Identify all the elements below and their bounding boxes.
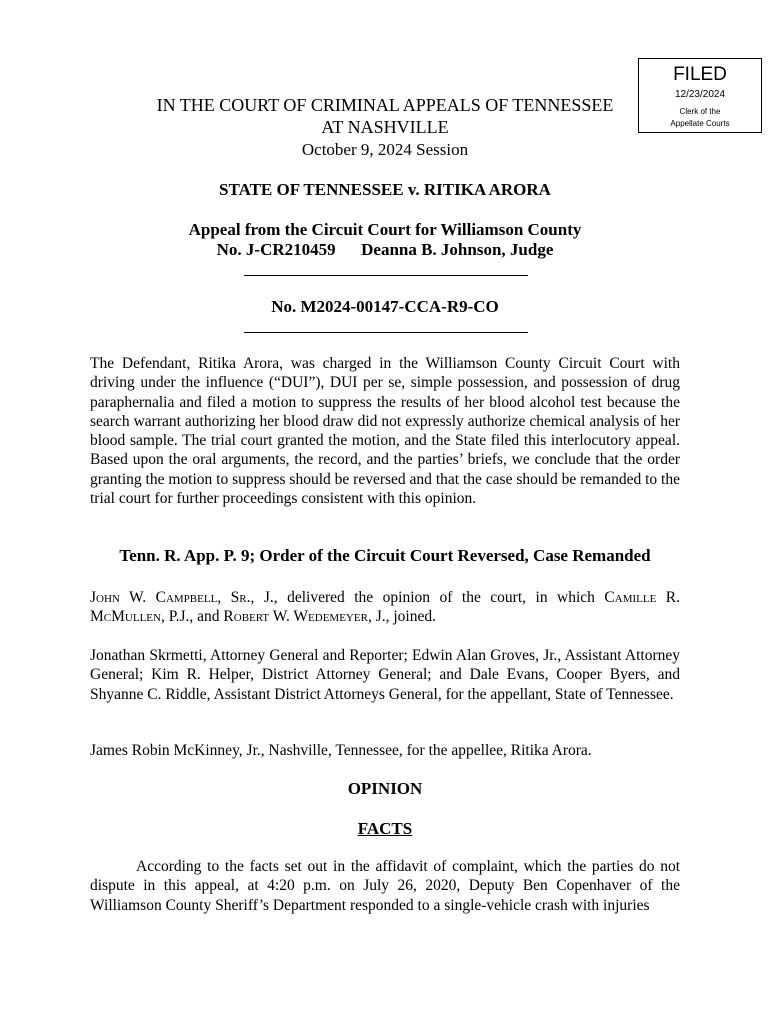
appeal-case-number: No. M2024-00147-CCA-R9-CO (271, 297, 499, 316)
facts-heading: FACTS (357, 819, 413, 838)
authoring-text: , P.J., and (160, 608, 224, 626)
authoring-text: , delivered the opinion of the court, in which (273, 589, 605, 606)
case-summary: The Defendant, Ritika Arora, was charged in the Williamson County Circuit Court with driving under the influence (“DUI”), DUI per se, simple possession, and possession of drug paraphernalia and filed a motion to suppress the results of her blood alcohol test because the search warrant authorizing her blood draw did not expressly authorize chemical analysis of her blood sample. The trial court granted the motion, and the State filed this interlocutory appeal. Based upon the oral arguments, the record, and the parties’ briefs, we conclude that the order granting the motion to suppress should be reversed and that the case should be remanded to the trial court for further proceedings consistent with this opinion. (90, 355, 680, 508)
filed-stamp-date: 12/23/2024 (674, 89, 726, 100)
counsel-appellant: Jonathan Skrmetti, Attorney General and Reporter; Edwin Alan Groves, Jr., Assistant Attorney General; Kim R. Helper, District Attorney General; and Dale Evans, Cooper Byers, and Shyanne C. Riddle, Assistant District Attorneys General, for the appellant, State of Tennessee. (90, 647, 680, 703)
disposition: Tenn. R. App. P. 9; Order of the Circuit Court Reversed, Case Remanded (119, 546, 651, 565)
divider-rule (244, 275, 528, 276)
concurring-judge: Robert W. Wedemeyer (223, 608, 368, 626)
facts-paragraph: According to the facts set out in the affidavit of complaint, which the parties do not dispute in this appeal, at 4:20 p.m. on July 26, 2020, Deputy Ben Copenhaver of the Williamson County Sheriff’s Department responded to a single-vehicle crash with injuries (90, 858, 680, 914)
appeal-from: Appeal from the Circuit Court for Williamson County (188, 220, 582, 239)
opinion-heading: OPINION (347, 779, 423, 798)
trial-case-number-and-judge: No. J-CR210459 Deanna B. Johnson, Judge (216, 240, 554, 259)
case-title: STATE OF TENNESSEE v. RITIKA ARORA (219, 180, 551, 199)
authoring-judge: John W. Campbell, Sr., J. (90, 589, 274, 606)
concurring-judge: Camille R. McMullen (90, 589, 680, 626)
filed-stamp-courts: Appellate Courts (670, 119, 730, 128)
counsel-appellee: James Robin McKinney, Jr., Nashville, Tennessee, for the appellee, Ritika Arora. (90, 742, 592, 759)
authoring-text: , J., joined. (367, 608, 436, 626)
filed-stamp-title: FILED (673, 64, 727, 85)
court-name: IN THE COURT OF CRIMINAL APPEALS OF TENNESSEE (156, 95, 614, 115)
divider-rule (244, 332, 528, 333)
filed-stamp-clerk: Clerk of the (679, 107, 721, 116)
authoring-judges (90, 588, 680, 627)
court-location: AT NASHVILLE (321, 117, 449, 137)
session-date: October 9, 2024 Session (301, 140, 469, 159)
